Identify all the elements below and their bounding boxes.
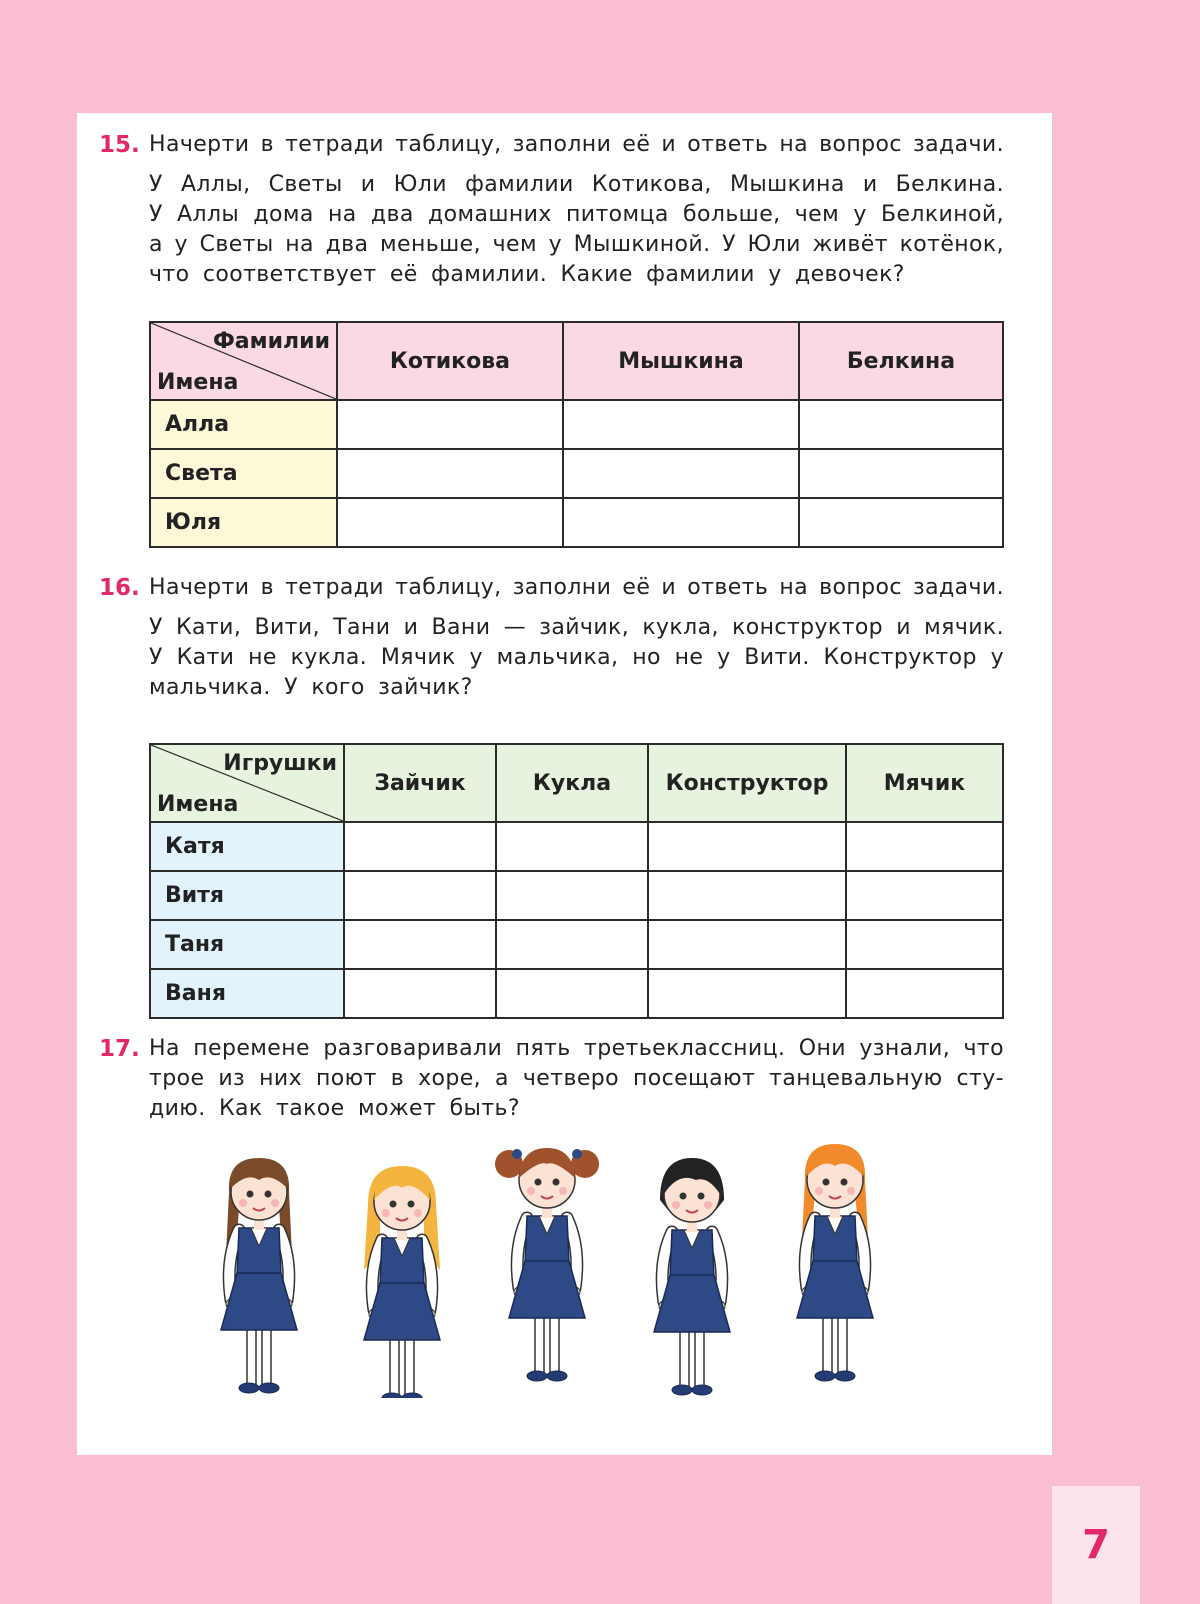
page-number-box [1052,1486,1140,1604]
condition-line: У Аллы дома на два домашних питомца больше, чем у Белкиной, [149,202,1004,227]
empty-cell [799,400,1003,449]
empty-cell [337,400,563,449]
empty-cell [846,969,1003,1018]
schoolgirl-5 [797,1144,873,1381]
condition-line: а у Светы на два меньше, чем у Мышкиной. У Юли живёт котёнок, [149,232,1004,257]
column-header: Зайчик [344,744,496,822]
schoolgirl-3 [495,1148,599,1381]
empty-cell [337,449,563,498]
empty-cell [799,449,1003,498]
row-name: Света [150,449,337,498]
empty-cell [846,822,1003,871]
empty-cell [496,920,648,969]
empty-cell [648,920,846,969]
column-header: Мышкина [563,322,799,400]
task-instruction: Начерти в тетради таблицу, заполни её и ответь на вопрос задачи. [149,132,1004,157]
row-name: Ваня [150,969,344,1018]
row-name: Юля [150,498,337,547]
task-text-line: дию. Как такое может быть? [149,1096,520,1121]
empty-cell [648,969,846,1018]
column-header: Мячик [846,744,1003,822]
empty-cell [344,871,496,920]
empty-cell [846,871,1003,920]
column-header: Кукла [496,744,648,822]
task-16 [99,573,1004,703]
condition-line: У Кати, Вити, Тани и Вани — зайчик, кукла, конструктор и мячик. [149,615,1004,640]
condition-line: мальчика. У кого зайчик? [149,675,473,700]
table-corner-cell [150,744,344,822]
empty-cell [496,822,648,871]
task-15 [99,130,1004,290]
page-number: 7 [1082,1522,1110,1568]
condition-line: что соответствует её фамилии. Какие фамилии у девочек? [149,262,905,287]
task-condition [149,170,1004,290]
task-number: 16. [99,575,140,601]
row-name: Катя [150,822,344,871]
column-header: Белкина [799,322,1003,400]
task-text-line: трое из них поют в хоре, а четверо посещают танцевальную сту- [149,1066,1004,1091]
schoolgirls-illustration [207,1138,907,1398]
corner-bottom-label: Имена [157,792,239,817]
empty-cell [337,498,563,547]
empty-cell [344,822,496,871]
empty-cell [496,969,648,1018]
empty-cell [344,969,496,1018]
schoolgirl-2 [364,1166,440,1398]
textbook-page [77,113,1052,1455]
condition-line: У Аллы, Светы и Юли фамилии Котикова, Мышкина и Белкина. [149,172,1004,197]
empty-cell [563,498,799,547]
column-header: Конструктор [648,744,846,822]
corner-top-label: Игрушки [223,751,337,776]
surnames-table [149,321,1004,548]
condition-line: У Кати не кукла. Мячик у мальчика, но не у Вити. Конструктор у [149,645,1004,670]
row-name: Витя [150,871,344,920]
corner-bottom-label: Имена [157,370,239,395]
row-name: Алла [150,400,337,449]
task-text-line: На перемене разговаривали пять третьеклассниц. Они узнали, что [149,1036,1004,1061]
schoolgirl-1 [221,1158,297,1393]
empty-cell [846,920,1003,969]
empty-cell [799,498,1003,547]
empty-cell [648,822,846,871]
empty-cell [563,449,799,498]
column-header: Котикова [337,322,563,400]
row-name: Таня [150,920,344,969]
empty-cell [648,871,846,920]
schoolgirl-4 [654,1158,730,1395]
empty-cell [344,920,496,969]
task-17 [99,1034,1004,1124]
empty-cell [496,871,648,920]
task-condition [149,613,1004,703]
table-corner-cell [150,322,337,400]
toys-table [149,743,1004,1019]
task-instruction: Начерти в тетради таблицу, заполни её и ответь на вопрос задачи. [149,575,1004,600]
corner-top-label: Фамилии [212,329,330,354]
empty-cell [563,400,799,449]
task-number: 17. [99,1036,140,1062]
task-number: 15. [99,132,140,158]
